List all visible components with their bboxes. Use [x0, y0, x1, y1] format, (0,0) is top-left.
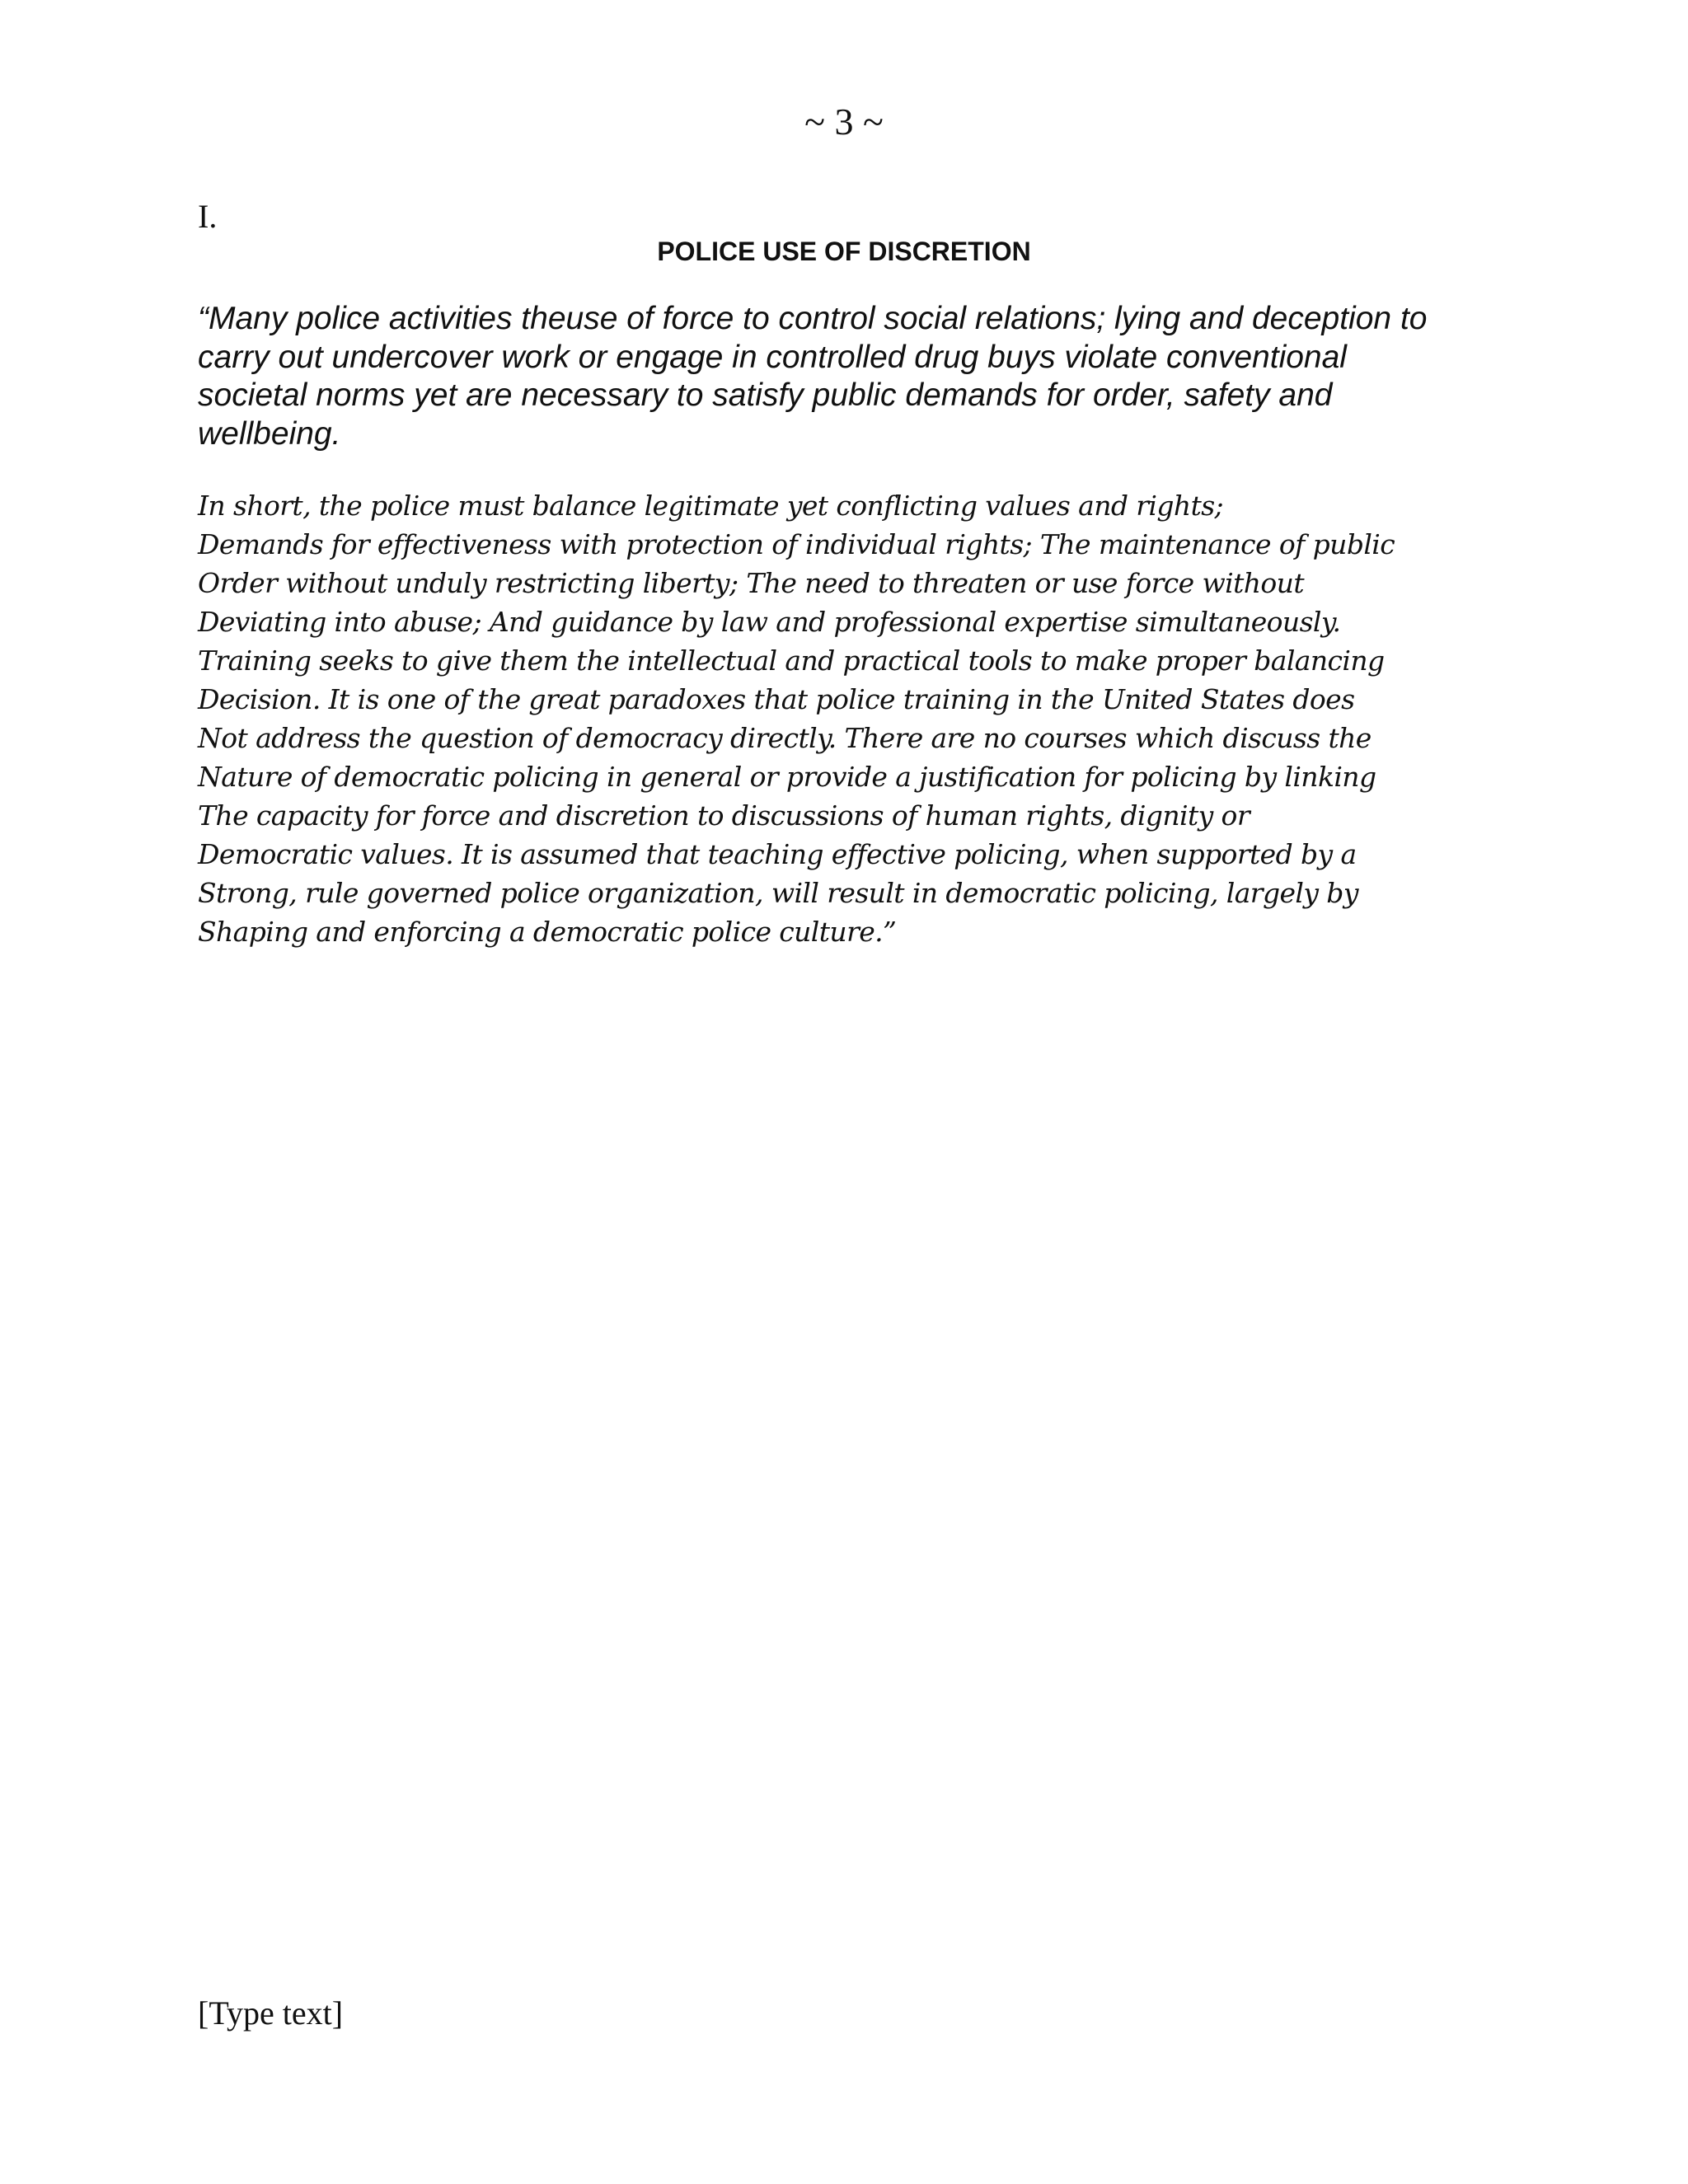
quote-intro-line: wellbeing. — [198, 415, 341, 452]
quote-intro-paragraph — [198, 300, 1484, 453]
page-number: ~ 3 ~ — [804, 101, 884, 143]
quote-body-line: Order without unduly restricting liberty; The need to threaten or use force without — [198, 567, 1305, 599]
quote-body-line: The capacity for force and discretion to discussions of human rights, dignity or — [198, 799, 1250, 832]
quote-body-line: Decision. It is one of the great paradoxes that police training in the United States does — [198, 683, 1355, 715]
footer-placeholder-text: [Type text] — [198, 1994, 344, 2032]
quote-body-line: Not address the question of democracy directly. There are no courses which discuss the — [198, 722, 1372, 754]
quote-intro-line: carry out undercover work or engage in controlled drug buys violate conventional — [198, 339, 1347, 375]
quote-body-line: Demands for effectiveness with protection of individual rights; The maintenance of public — [198, 528, 1395, 560]
quote-body-line: Deviating into abuse; And guidance by law and professional expertise simultaneously. — [198, 606, 1341, 638]
quote-body-line: Shaping and enforcing a democratic police culture.” — [198, 916, 897, 948]
quote-body-paragraph — [198, 486, 1484, 951]
quote-body-line: Training seeks to give them the intellectual and practical tools to make proper balancing — [198, 644, 1385, 677]
section-numeral: I. — [198, 198, 218, 235]
quote-body-line: Democratic values. It is assumed that teaching effective policing, when supported by a — [198, 838, 1357, 870]
quote-body-line: Nature of democratic policing in general or provide a justification for policing by linking — [198, 761, 1376, 793]
quote-body-line: Strong, rule governed police organization, will result in democratic policing, largely by — [198, 877, 1358, 909]
quote-intro-line: “Many police activities theuse of force to control social relations; lying and deception to — [198, 301, 1428, 336]
section-heading: POLICE USE OF DISCRETION — [657, 237, 1031, 266]
quote-body-line: In short, the police must balance legitimate yet conflicting values and rights; — [198, 490, 1224, 522]
quote-intro-line: societal norms yet are necessary to satisfy public demands for order, safety and — [198, 377, 1333, 413]
